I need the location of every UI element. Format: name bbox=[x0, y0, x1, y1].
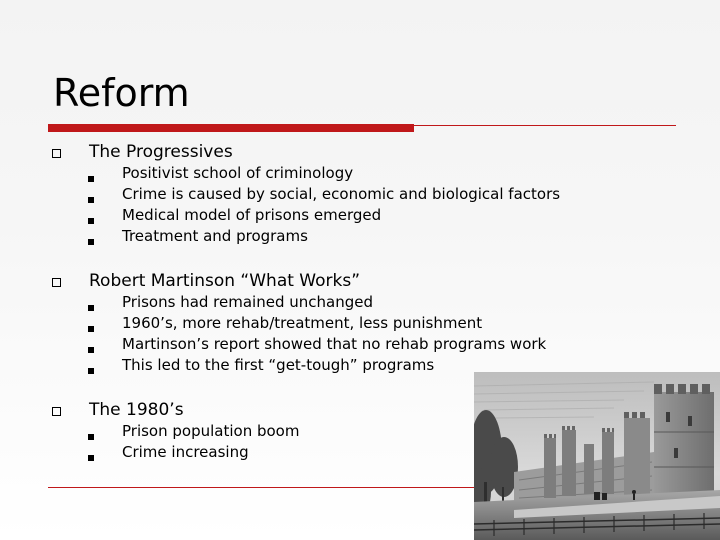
filled-square-bullet-icon bbox=[88, 239, 94, 245]
hollow-square-bullet-icon bbox=[52, 407, 61, 416]
bottom-rule bbox=[48, 487, 480, 488]
filled-square-bullet-icon bbox=[88, 218, 94, 224]
bullet-item: Prisons had remained unchanged bbox=[122, 293, 373, 311]
bullet-item: This led to the first “get-tough” programs bbox=[122, 356, 435, 374]
filled-square-bullet-icon bbox=[88, 368, 94, 374]
bullet-item: Crime increasing bbox=[122, 443, 249, 461]
filled-square-bullet-icon bbox=[88, 434, 94, 440]
filled-square-bullet-icon bbox=[88, 455, 94, 461]
bullet-item: Positivist school of criminology bbox=[122, 164, 354, 182]
title-underline-thick bbox=[48, 124, 414, 132]
bullet-item: Crime is caused by social, economic and biological factors bbox=[122, 185, 561, 203]
bullet-item: Martinson’s report showed that no rehab programs work bbox=[122, 335, 547, 353]
filled-square-bullet-icon bbox=[88, 326, 94, 332]
section-heading-1980s: The 1980’s bbox=[89, 400, 184, 420]
hollow-square-bullet-icon bbox=[52, 149, 61, 158]
title-underline-thin bbox=[414, 125, 676, 126]
bullet-item: 1960’s, more rehab/treatment, less punishment bbox=[122, 314, 483, 332]
section-heading-progressives: The Progressives bbox=[89, 142, 233, 162]
slide-title: Reform bbox=[53, 71, 190, 115]
filled-square-bullet-icon bbox=[88, 176, 94, 182]
prison-engraving-image bbox=[474, 372, 720, 540]
bullet-item: Medical model of prisons emerged bbox=[122, 206, 382, 224]
filled-square-bullet-icon bbox=[88, 197, 94, 203]
bullet-item: Prison population boom bbox=[122, 422, 300, 440]
filled-square-bullet-icon bbox=[88, 305, 94, 311]
hollow-square-bullet-icon bbox=[52, 278, 61, 287]
section-heading-martinson: Robert Martinson “What Works” bbox=[89, 271, 361, 291]
bullet-item: Treatment and programs bbox=[122, 227, 308, 245]
filled-square-bullet-icon bbox=[88, 347, 94, 353]
